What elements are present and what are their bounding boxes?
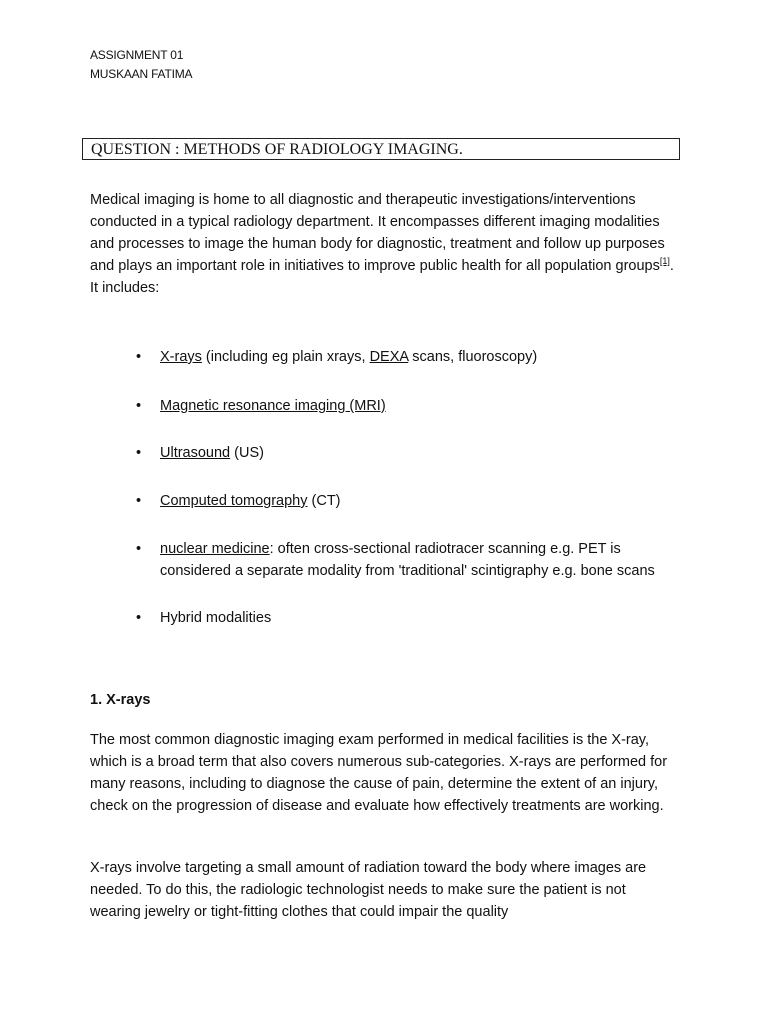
question-title: QUESTION : METHODS OF RADIOLOGY IMAGING. xyxy=(91,141,463,158)
bullet-icon: • xyxy=(136,398,142,414)
list-item-hybrid xyxy=(136,607,690,629)
bullet-icon: • xyxy=(136,349,142,365)
reference-link[interactable]: [1] xyxy=(659,256,670,267)
xrays-link[interactable]: X-rays xyxy=(160,349,202,365)
hybrid-text: Hybrid modalities xyxy=(160,610,272,626)
xrays-text-end: scans, fluoroscopy) xyxy=(408,349,538,365)
bullet-icon: • xyxy=(136,610,142,626)
section-heading-xrays: 1. X-rays xyxy=(90,692,151,708)
ct-text: (CT) xyxy=(307,493,341,509)
list-item-ct xyxy=(136,490,690,512)
ct-link[interactable]: Computed tomography xyxy=(160,493,308,509)
ultrasound-text: (US) xyxy=(230,445,264,461)
ultrasound-link[interactable]: Ultrasound xyxy=(160,445,231,461)
xrays-text: (including eg plain xrays, xyxy=(201,349,370,365)
bullet-icon: • xyxy=(136,541,142,557)
mri-link[interactable]: Magnetic resonance imaging (MRI) xyxy=(160,398,386,414)
bullet-icon: • xyxy=(136,445,142,461)
list-item-mri xyxy=(136,395,690,417)
nuclear-medicine-link[interactable]: nuclear medicine xyxy=(160,541,270,557)
xrays-paragraph-1: The most common diagnostic imaging exam performed in medical facilities is the X-ray, which is a broad term that also covers numerous sub-categories. X-rays are performed for many reasons, including to diagnose the cause of pain, determine the extent of an injury, check on the progression of disease and evaluate how effectively treatments are working. xyxy=(90,732,668,814)
intro-paragraph xyxy=(90,189,680,299)
author-name: MUSKAAN FATIMA xyxy=(90,67,193,81)
xrays-paragraph-2: X-rays involve targeting a small amount of radiation toward the body where images are needed. To do this, the radiologic technologist needs to make sure the patient is not wearing jewelry or tight-fitting clothes that could impair the quality xyxy=(90,860,647,920)
list-item-ultrasound xyxy=(136,442,690,464)
nuclear-medicine-text: : often cross-sectional radiotracer scanning e.g. PET is considered a separate modality from 'traditional' scintigraphy e.g. bone scans xyxy=(160,541,655,579)
document-header xyxy=(90,46,192,84)
bullet-icon: • xyxy=(136,493,142,509)
list-item-nuclear-medicine xyxy=(136,538,680,582)
intro-text: Medical imaging is home to all diagnostic and therapeutic investigations/interventions conducted in a typical radiology department. It encompasses different imaging modalities and processes to image the human body for diagnostic, treatment and follow up purposes and plays an important role in initiatives to improve public health for all population groups xyxy=(90,192,665,274)
list-item-xrays xyxy=(136,346,690,368)
assignment-label: ASSIGNMENT 01 xyxy=(90,48,184,62)
intro-tail: . It includes: xyxy=(90,258,674,296)
dexa-link[interactable]: DEXA xyxy=(369,349,409,365)
question-title-box xyxy=(82,138,680,160)
